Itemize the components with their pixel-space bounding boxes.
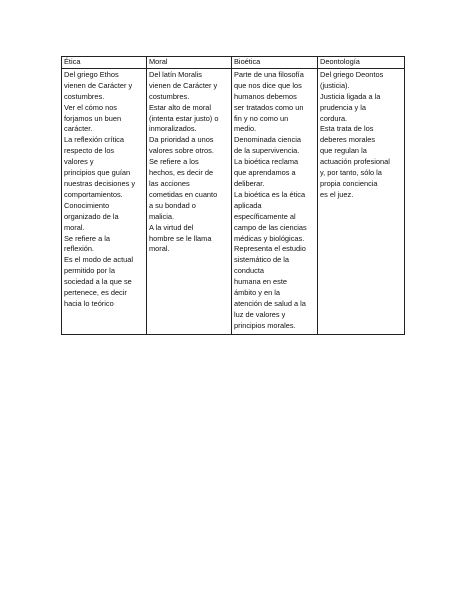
cell-text-line: cometidas en cuanto <box>149 189 218 199</box>
cell-text-line: médicas y biológicas. <box>234 233 305 243</box>
cell-text-line: valores sobre otros. <box>149 146 214 156</box>
table-header-row <box>62 57 405 69</box>
cell-text-line: Es el modo de actual <box>64 255 134 265</box>
cell-text-line: Parte de una filosofía <box>234 69 304 79</box>
cell-text-line: permitido por la <box>64 266 115 276</box>
cell-text-line: reflexión. <box>64 244 94 254</box>
cell-text-line: vienen de Carácter y <box>149 80 218 90</box>
cell-text-line: actuación profesional <box>320 157 390 167</box>
cell-text-line: comportamientos. <box>64 189 123 199</box>
cell-text-line: aplicada <box>234 200 262 210</box>
cell-moral <box>147 68 232 334</box>
cell-text-line: ser tratados como un <box>234 102 304 112</box>
cell-text-line: Se refiere a la <box>64 233 111 243</box>
cell-text-line: campo de las ciencias <box>234 222 307 232</box>
cell-text-line: hombre se le llama <box>149 233 212 243</box>
cell-text-line: prudencia y la <box>320 102 367 112</box>
header-moral: Moral <box>147 57 232 69</box>
cell-text-line: de la supervivencia. <box>234 146 300 156</box>
cell-text-line: las acciones <box>149 178 190 188</box>
cell-text-line: atención de salud a la <box>234 298 306 308</box>
cell-text-line: Conocimiento <box>64 200 110 210</box>
cell-text-line: nuestras decisiones y <box>64 178 136 188</box>
cell-text-line: (intenta estar justo) o <box>149 113 219 123</box>
cell-etica <box>62 68 147 334</box>
cell-text-line: malicia. <box>149 211 175 221</box>
cell-text-line: conducta <box>234 266 264 276</box>
cell-text-line: Justicia ligada a la <box>320 91 381 101</box>
cell-text-line: organizado de la <box>64 211 119 221</box>
cell-text-line: deliberar. <box>234 178 265 188</box>
header-deontologia: Deontología <box>318 57 405 69</box>
cell-text-line: (justicia). <box>320 80 350 90</box>
cell-text-line: inmoralizados. <box>149 124 197 134</box>
header-etica: Ética <box>62 57 147 69</box>
cell-text-line: que aprendamos a <box>234 168 296 178</box>
cell-text-line: humana en este <box>234 277 288 287</box>
cell-text-line: que nos dice que los <box>234 80 302 90</box>
cell-text-line: cordura. <box>320 113 348 123</box>
cell-text-line: La bioética reclama <box>234 157 299 167</box>
cell-text-line: respecto de los <box>64 146 115 156</box>
cell-text-line: luz de valores y <box>234 309 286 319</box>
cell-text-line: moral. <box>64 222 85 232</box>
cell-text-line: Del griego Deontos <box>320 69 384 79</box>
header-bioetica: Bioética <box>232 57 318 69</box>
cell-text-line: fin y no como un <box>234 113 289 123</box>
cell-text-line: Del griego Ethos <box>64 69 119 79</box>
cell-text-line: costumbres. <box>149 91 190 101</box>
cell-text-line: a su bondad o <box>149 200 196 210</box>
cell-text-line: deberes morales <box>320 135 376 145</box>
cell-text-line: A la virtud del <box>149 222 194 232</box>
cell-text-line: carácter. <box>64 124 93 134</box>
cell-text-line: hacia lo teórico <box>64 298 114 308</box>
cell-text-line: La reflexión crítica <box>64 135 124 145</box>
cell-text-line: moral. <box>149 244 170 254</box>
cell-text-line: Da prioridad a unos <box>149 135 214 145</box>
table-row <box>62 68 405 334</box>
cell-text-line: Estar alto de moral <box>149 102 212 112</box>
cell-text-line: propia conciencia <box>320 178 378 188</box>
cell-text-line: Representa el estudio <box>234 244 306 254</box>
cell-text-line: Esta trata de los <box>320 124 374 134</box>
comparison-table <box>61 56 405 335</box>
cell-text-line: costumbres. <box>64 91 105 101</box>
cell-text-line: hechos, es decir de <box>149 168 214 178</box>
cell-bioetica <box>232 68 318 334</box>
cell-text-line: Se refiere a los <box>149 157 199 167</box>
cell-text-line: valores y <box>64 157 94 167</box>
cell-text-line: principios que guían <box>64 168 131 178</box>
cell-text-line: específicamente al <box>234 211 296 221</box>
cell-text-line: es el juez. <box>320 189 354 199</box>
cell-text-line: forjamos un buen <box>64 113 122 123</box>
cell-text-line: Ver el cómo nos <box>64 102 117 112</box>
cell-text-line: que regulan la <box>320 146 367 156</box>
cell-text-line: ámbito y en la <box>234 288 281 298</box>
cell-text-line: Denominada ciencia <box>234 135 301 145</box>
cell-deontologia <box>318 68 405 334</box>
cell-text-line: La bioética es la ética <box>234 189 306 199</box>
cell-text-line: pertenece, es decir <box>64 288 127 298</box>
cell-text-line: Del latín Moralis <box>149 69 202 79</box>
cell-text-line: principios morales. <box>234 320 296 330</box>
cell-text-line: vienen de Carácter y <box>64 80 133 90</box>
cell-text-line: y, por tanto, sólo la <box>320 168 382 178</box>
cell-text-line: medio. <box>234 124 257 134</box>
cell-text-line: humanos debemos <box>234 91 297 101</box>
cell-text-line: sistemático de la <box>234 255 290 265</box>
cell-text-line: sociedad a la que se <box>64 277 132 287</box>
